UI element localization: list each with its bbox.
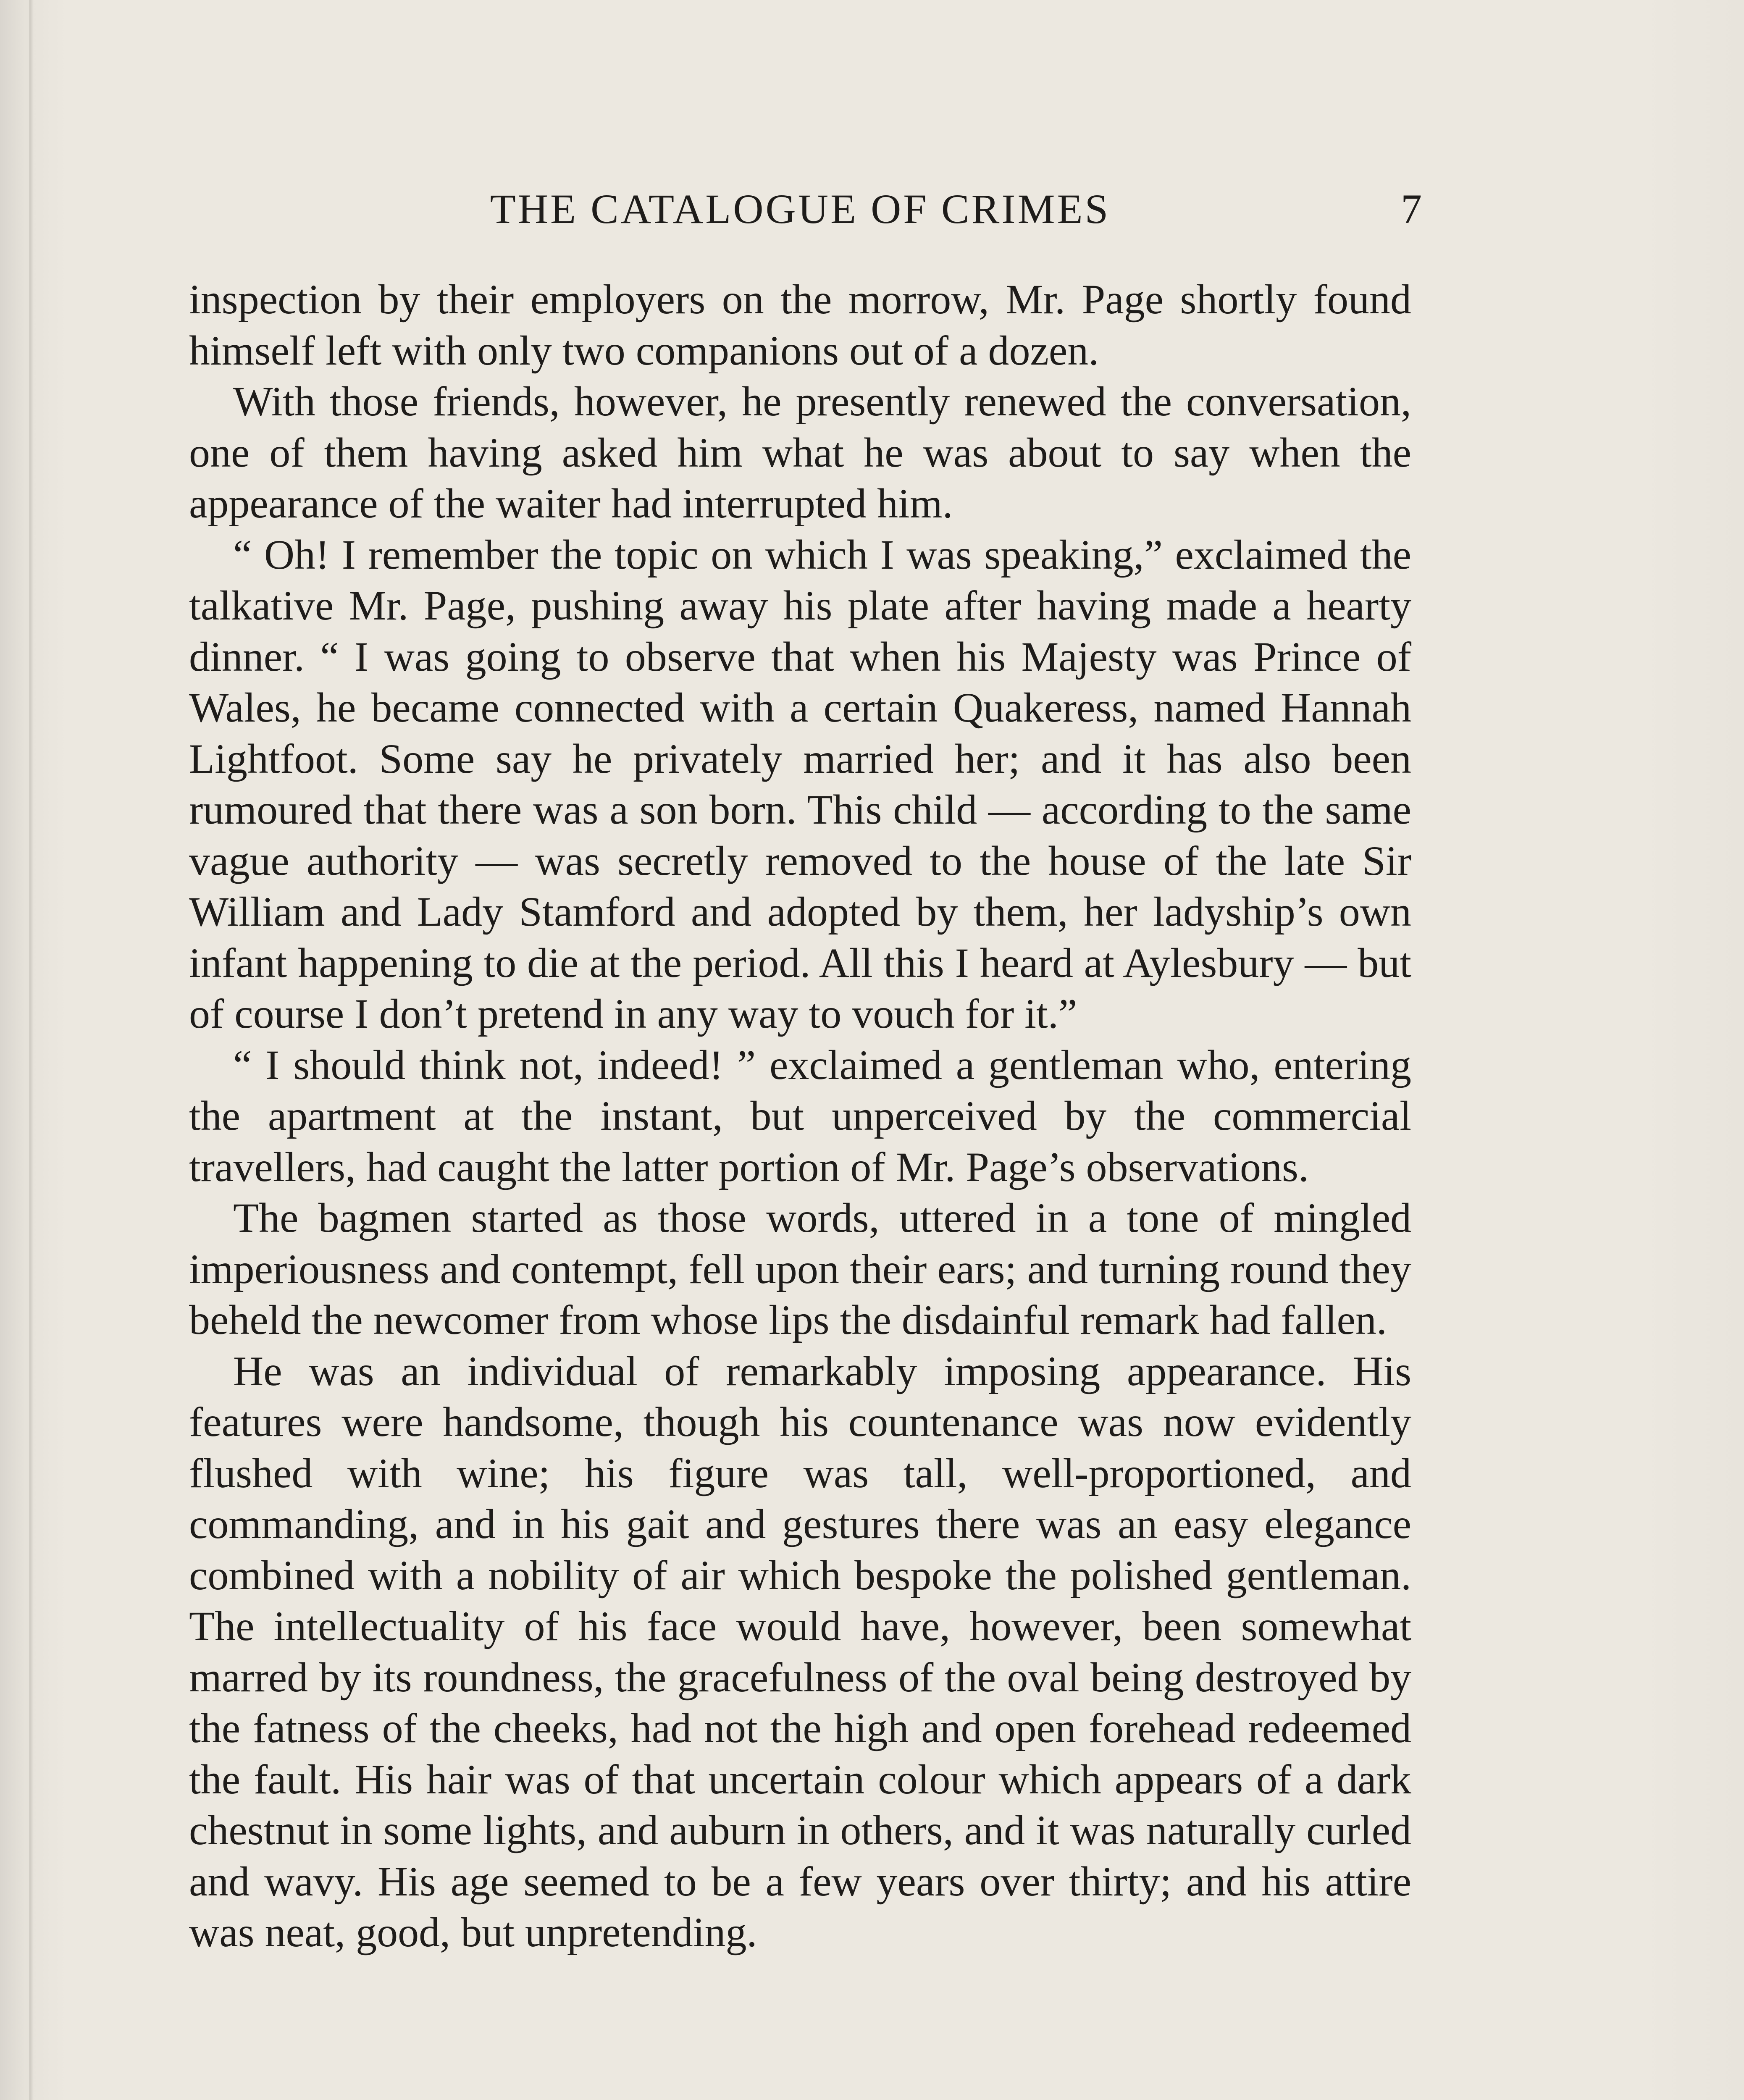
paragraph-2: With those friends, however, he presently renewed the conversation, one of them having asked him what he was about to say when the appearance of the waiter had interrupted him.: [189, 378, 1411, 527]
paragraph-1: inspection by their employers on the morrow, Mr. Page shortly found himself left with only two companions out of a dozen.: [189, 276, 1411, 374]
paragraph-5: The bagmen started as those words, uttered in a tone of mingled imperiousness and contempt, fell upon their ears; and turning round they beheld the newcomer from whose lips the disdainful remark had fallen.: [189, 1194, 1411, 1343]
paragraph-4: “ I should think not, indeed! ” exclaimed a gentleman who, entering the apartment at the instant, but unperceived by the commercial travellers, had caught the latter portion of Mr. Page’s observations.: [189, 1041, 1411, 1190]
page-number: 7: [1401, 186, 1422, 232]
paragraph-3: “ Oh! I remember the topic on which I was speaking,” exclaimed the talkative Mr. Page, pushing away his plate after having made a hearty dinner. “ I was going to observe that when his Majesty was Prince of Wales, he became connected with a certain Quakeress, named Hannah Lightfoot. Some say he privately married her; and it has also been rumoured that there was a son born. This child — according to the same vague authority — was secretly removed to the house of the late Sir William and Lady Stamford and adopted by them, her ladyship’s own infant happening to die at the period. All this I heard at Aylesbury — but of course I don’t pretend in any way to vouch for it.”: [189, 531, 1411, 1037]
page-gutter: [29, 0, 34, 2100]
paragraph-6: He was an individual of remarkably imposing appearance. His features were handsome, though his countenance was now evidently flushed with wine; his figure was tall, well-proportioned, and commanding, and in his gait and gestures there was an easy elegance combined with a nobility of air which bespoke the polished gentleman. The intellectuality of his face would have, however, been somewhat marred by its roundness, the gracefulness of the oval being destroyed by the fatness of the cheeks, had not the high and open forehead redeemed the fault. His hair was of that uncertain colour which appears of a dark chestnut in some lights, and auburn in others, and it was naturally curled and wavy. His age seemed to be a few years over thirty; and his attire was neat, good, but unpretending.: [189, 1347, 1411, 1956]
body-text: [189, 274, 1411, 1958]
running-head: THE CATALOGUE OF CRIMES: [490, 186, 1111, 232]
